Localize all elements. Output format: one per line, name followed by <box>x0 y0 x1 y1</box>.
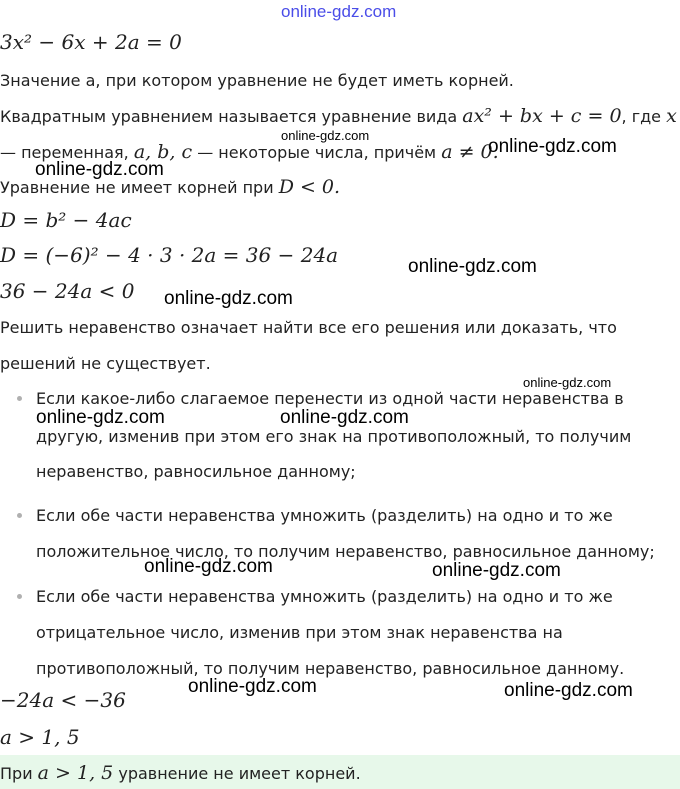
definition-line-2: — переменная, a, b, c — некоторые числа, причём a ≠ 0. <box>0 141 499 163</box>
answer-text: При a > 1, 5 уравнение не имеет корней. <box>0 762 361 784</box>
watermark: online-gdz.com <box>36 407 165 428</box>
inequality-1: 36 − 24a < 0 <box>0 279 135 303</box>
rule-1-line-1: Если какое-либо слагаемое перенести из одной части неравенства в <box>36 389 624 408</box>
task-statement: Значение a, при котором уравнение не будет иметь корней. <box>0 71 514 90</box>
solve-definition-line-2: решений не существует. <box>0 354 211 373</box>
rule-bullet-2 <box>17 513 22 518</box>
rule-1-line-2: другую, изменив при этом его знак на противоположный, то получим <box>36 427 632 446</box>
discriminant-calculation: D = (−6)² − 4 · 3 · 2a = 36 − 24a <box>0 243 339 267</box>
watermark: online-gdz.com <box>280 407 409 428</box>
rule-3-line-1: Если обе части неравенства умножить (разделить) на одно и то же <box>36 587 613 606</box>
watermark: online-gdz.com <box>504 680 633 701</box>
discriminant-formula: D = b² − 4ac <box>0 208 132 232</box>
rule-bullet-3 <box>17 594 22 599</box>
watermark: online-gdz.com <box>432 560 561 581</box>
inequality-3: a > 1, 5 <box>0 725 80 749</box>
rule-3-line-3: противоположный, то получим неравенство, равносильное данному. <box>36 659 625 678</box>
watermark: online-gdz.com <box>281 128 370 143</box>
definition-line-1: Квадратным уравнением называется уравнение вида ax² + bx + c = 0, где x <box>0 105 677 127</box>
inequality-2: −24a < −36 <box>0 688 126 712</box>
watermark: online-gdz.com <box>35 159 164 180</box>
rule-3-line-2: отрицательное число, изменив при этом знак неравенства на <box>36 623 563 642</box>
header-watermark: online-gdz.com <box>281 2 397 21</box>
rule-bullet-1 <box>17 396 22 401</box>
rule-1-line-3: неравенство, равносильное данному; <box>36 462 356 481</box>
rule-2-line-1: Если обе части неравенства умножить (разделить) на одно и то же <box>36 506 613 525</box>
watermark: online-gdz.com <box>164 288 293 309</box>
watermark: online-gdz.com <box>188 676 317 697</box>
watermark: online-gdz.com <box>144 556 273 577</box>
solve-definition-line-1: Решить неравенство означает найти все его решения или доказать, что <box>0 318 617 337</box>
answer-box <box>0 755 680 789</box>
watermark: online-gdz.com <box>488 136 617 157</box>
equation: 3x² − 6x + 2a = 0 <box>0 30 182 54</box>
watermark: online-gdz.com <box>523 375 612 390</box>
no-roots-condition: Уравнение не имеет корней при D < 0. <box>0 176 341 198</box>
rule-2-line-2: положительное число, то получим неравенство, равносильное данному; <box>36 542 655 561</box>
watermark: online-gdz.com <box>408 256 537 277</box>
